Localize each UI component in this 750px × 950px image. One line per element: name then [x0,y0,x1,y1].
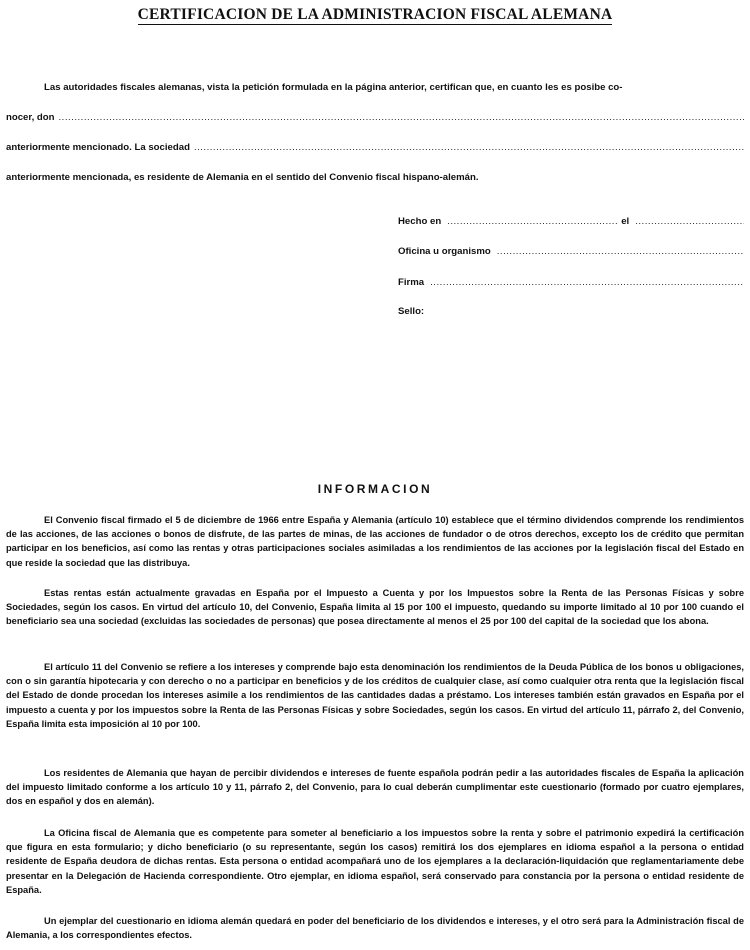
el-label: el [621,216,630,227]
sociedad-label: anteriormente mencionado. La sociedad [6,142,190,153]
sello-label: Sello: [398,306,425,317]
info-paragraph-5: La Oficina fiscal de Alemania que es competente para someter al beneficiario a los impuestos sobre la renta y sobre el patrimonio expedirá la certificación que figura en esta formulario; y dicho beneficiario (o su representante, según los casos) remitirá los dos ejemplares en idioma español a la persona o entidad residente de España deudora de dichas rentas. Esta persona o entidad acompañará uno de los ejemplares a la declaración-liquidación que reglamentariamente debe presentar en la Delegación de Hacienda correspondiente. Otro ejemplar, en idioma español, será conservado para constancia por la persona o entidad residente de España. [6,828,744,895]
oficina-label: Oficina u organismo [398,246,491,257]
firma-line [398,277,744,288]
certification-line-3 [6,142,744,153]
info-paragraph-3: El artículo 11 del Convenio se refiere a los intereses y comprende bajo esta denominación los rendimientos de la Deuda Pública de los bonos u obligaciones, con o sin garantía hipotecaria y con derecho o no a participar en beneficios y de los créditos de cualquier clase, así como cualquier otra renta que la legislación fiscal del Estado de donde procedan los intereses asimile a los rendimientos de las cantidades dadas a préstamo. Los intereses también están gravados en España por el impuesto a cuenta y por los impuestos sobre la Renta de las Personas Físicas y sobre Sociedades, según los casos. En virtud del artículo 11, párrafo 2, del Convenio, España limita esta imposición al 10 por 100. [6,662,744,729]
certification-line-2 [6,112,744,123]
nocer-don-label: nocer, don [6,112,55,123]
oficina-field[interactable] [497,246,744,257]
info-paragraph-1: El Convenio fiscal firmado el 5 de diciembre de 1966 entre España y Alemania (artículo 10) establece que el término dividendos comprende los rendimientos de las acciones, de las acciones o bonos de disfrute, de las partes de minas, de las acciones de fundador o de otros derechos, excepto los de crédito que permitan participar en los beneficios, así como las rentas y otras participaciones sociales asimiladas a los rendimientos de las acciones por la legislación fiscal del Estado en que reside la sociedad que las distribuya. [6,515,744,568]
info-paragraph-4: Los residentes de Alemania que hayan de percibir dividendos e intereses de fuente española podrán pedir a las autoridades fiscales de España la aplicación del impuesto limitado conforme a los artículo 10 y 11, párrafo 2, del Convenio, para lo cual deberán cumplimentar este cuestionario (formado por cuatro ejemplares, dos en español y dos en alemán). [6,768,744,807]
hecho-en-label: Hecho en [398,216,442,227]
firma-label: Firma [398,277,425,288]
certification-line-1: Las autoridades fiscales alemanas, vista la petición formulada en la página anterior, certifican que, en cuanto les es posibe co- [44,82,623,93]
information-heading: INFORMACION [317,482,433,496]
don-name-field[interactable] [59,112,744,123]
fecha-field[interactable] [635,216,744,227]
info-paragraph-6: Un ejemplar del cuestionario en idioma alemán quedará en poder del beneficiario de los dividendos e intereses, y el otro será para la Administración fiscal de Alemania, a los correspondientes efectos. [6,916,744,941]
sello-line [398,306,744,317]
certification-line-4: anteriormente mencionada, es residente de Alemania en el sentido del Convenio fiscal hispano-alemán. [6,172,479,183]
oficina-line [398,246,744,257]
hecho-en-field[interactable] [447,216,617,227]
sociedad-name-field[interactable] [194,142,744,153]
hecho-line [398,216,744,227]
firma-field[interactable] [430,277,744,288]
page-title [0,6,750,24]
page-title-text: CERTIFICACION DE LA ADMINISTRACION FISCAL ALEMANA [137,6,613,23]
info-paragraph-2: Estas rentas están actualmente gravadas en España por el Impuesto a Cuenta y por los Impuestos sobre la Renta de las Personas Físicas y sobre Sociedades, según los casos. En virtud del artículo 10, del Convenio, España limita al 15 por 100 el impuesto, quedando su importe limitado al 10 por 100 cuando el beneficiario sea una sociedad (excluidas las sociedades de personas) que posea directamente al menos el 25 por 100 del capital de la sociedad que los abona. [6,588,744,627]
